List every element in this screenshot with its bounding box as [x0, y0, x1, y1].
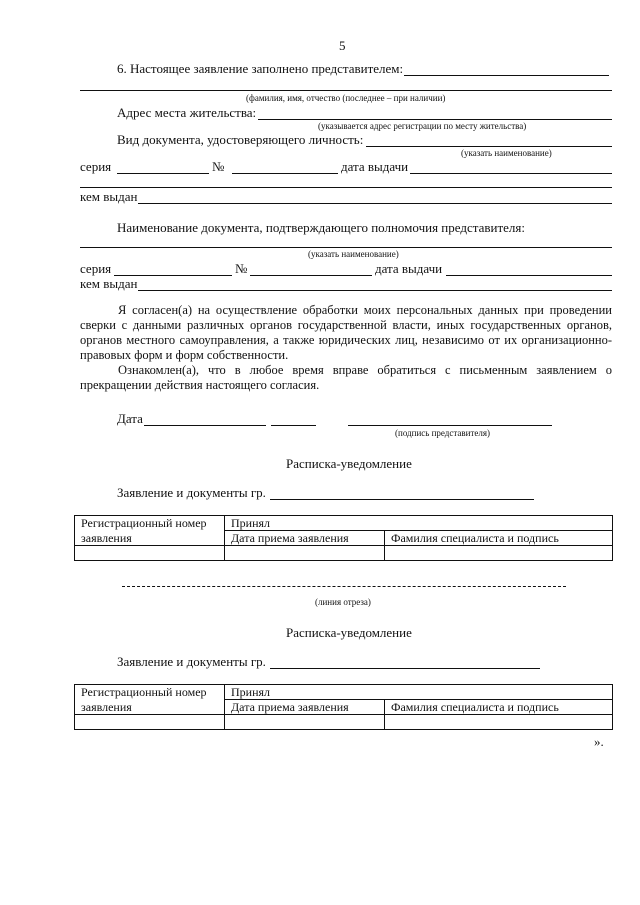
date-field[interactable] [144, 425, 266, 426]
consent-text [80, 303, 612, 393]
issue-date-field-2[interactable] [446, 275, 612, 276]
closing-quote: ». [594, 734, 604, 749]
id-doc-line[interactable] [366, 146, 612, 147]
number-label: № [212, 159, 225, 174]
issued-by-field-2[interactable] [138, 290, 612, 291]
reg-number-cell[interactable] [75, 715, 225, 730]
reg-number-header-cont: заявления [75, 700, 225, 715]
number-field[interactable] [232, 173, 338, 174]
issued-by-label: кем выдан [80, 189, 138, 204]
id-doc-hint: (указать наименование) [461, 148, 552, 158]
fio-hint: (фамилия, имя, отчество (последнее – при наличии) [246, 93, 446, 103]
consent-paragraph-1: Я согласен(а) на осуществление обработки моих персональных данных при проведении сверки с данными различных органов государственной власти, иных государственных органов, органов местного самоуправления, а также юридических лиц, независимо от их организационно-правовых форм и форм собственности. [80, 303, 612, 362]
specialist-cell[interactable] [385, 715, 613, 730]
issue-date-label: дата выдачи [341, 159, 409, 174]
id-doc-label: Вид документа, удостоверяющего личность: [117, 132, 364, 147]
date-received-header: Дата приема заявления [225, 531, 385, 546]
date-received-cell[interactable] [225, 546, 385, 561]
authority-doc-hint: (указать наименование) [308, 249, 399, 259]
date-received-header: Дата приема заявления [225, 700, 385, 715]
receipt-1-title: Расписка-уведомление [286, 456, 412, 471]
address-line[interactable] [258, 119, 612, 120]
section6-heading: 6. Настоящее заявление заполнено представителем: [117, 61, 404, 76]
receipt-1-table [74, 515, 613, 561]
series-label-2: серия [80, 261, 112, 276]
id-extra-line[interactable] [80, 187, 612, 188]
consent-paragraph-2: Ознакомлен(а), что в любое время вправе обратиться с письменным заявлением о прекращении действия настоящего согласия. [80, 363, 612, 392]
receipt-2-citizen-field[interactable] [270, 668, 540, 669]
representative-name-line[interactable] [404, 75, 609, 76]
series-label: серия [80, 159, 112, 174]
authority-doc-label: Наименование документа, подтверждающего полномочия представителя: [117, 220, 525, 235]
number-label-2: № [235, 261, 248, 276]
date-received-cell[interactable] [225, 715, 385, 730]
receipt-2-table [74, 684, 613, 730]
reg-number-header: Регистрационный номер [75, 685, 225, 700]
date-year-field[interactable] [271, 425, 316, 426]
cut-line [122, 586, 566, 587]
specialist-header: Фамилия специалиста и подпись [385, 531, 613, 546]
address-hint: (указывается адрес регистрации по месту жительства) [318, 121, 527, 131]
accepted-header: Принял [225, 516, 613, 531]
address-label: Адрес места жительства: [117, 105, 257, 120]
receipt-1-citizen-field[interactable] [270, 499, 534, 500]
reg-number-header: Регистрационный номер [75, 516, 225, 531]
reg-number-header-cont: заявления [75, 531, 225, 546]
signature-hint: (подпись представителя) [395, 428, 491, 438]
issue-date-label-2: дата выдачи [375, 261, 443, 276]
specialist-header: Фамилия специалиста и подпись [385, 700, 613, 715]
signature-field[interactable] [348, 425, 552, 426]
reg-number-cell[interactable] [75, 546, 225, 561]
representative-name-line-2[interactable] [80, 90, 612, 91]
issued-by-field[interactable] [138, 203, 612, 204]
accepted-header: Принял [225, 685, 613, 700]
issue-date-field[interactable] [410, 173, 612, 174]
authority-doc-line[interactable] [80, 247, 612, 248]
receipt-2-docs-label: Заявление и документы гр. [117, 654, 266, 669]
date-label: Дата [117, 411, 143, 426]
number-field-2[interactable] [250, 275, 372, 276]
series-field[interactable] [117, 173, 209, 174]
receipt-1-docs-label: Заявление и документы гр. [117, 485, 266, 500]
page-number: 5 [339, 38, 346, 53]
receipt-2-title: Расписка-уведомление [286, 625, 412, 640]
specialist-cell[interactable] [385, 546, 613, 561]
issued-by-label-2: кем выдан [80, 276, 138, 291]
cut-line-label: (линия отреза) [315, 597, 371, 607]
